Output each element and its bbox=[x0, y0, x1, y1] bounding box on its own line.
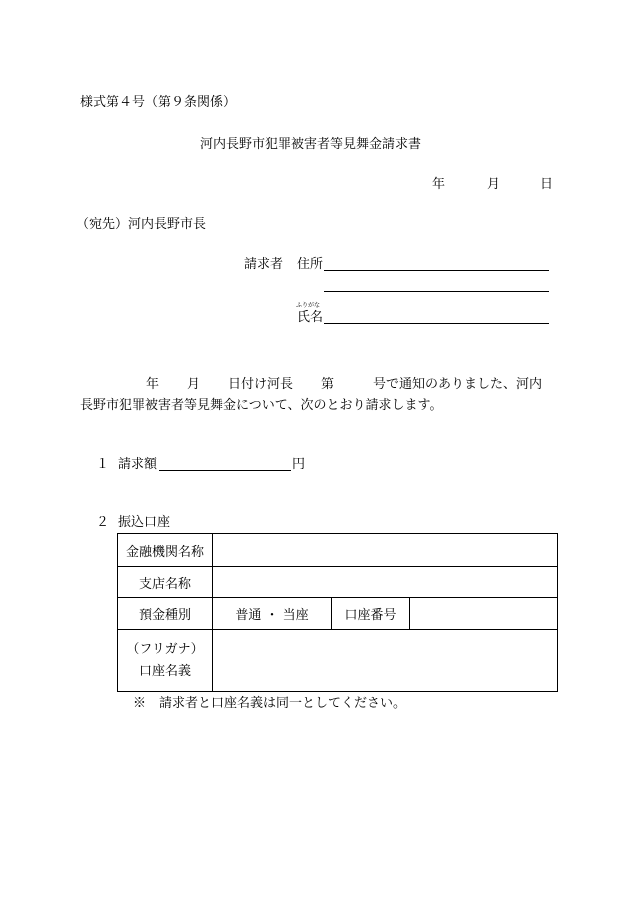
item2-label: 振込口座 bbox=[118, 515, 171, 530]
body-dai: 第 bbox=[321, 377, 335, 392]
account-holder-kana-label: （フリガナ） bbox=[126, 641, 204, 657]
body-line2: 長野市犯罪被害者等見舞金について、次のとおり請求します。 bbox=[80, 398, 443, 413]
body-year: 年 bbox=[146, 377, 160, 392]
body-line1-rest: 号で通知のありました、河内 bbox=[373, 377, 543, 392]
name-line[interactable] bbox=[324, 323, 549, 324]
deposit-type-options[interactable]: 普通 ・ 当座 bbox=[213, 598, 332, 630]
body-month: 月 bbox=[187, 377, 201, 392]
deposit-type-label: 預金種別 bbox=[118, 598, 213, 630]
address-line-1[interactable] bbox=[324, 270, 549, 271]
bank-name-field[interactable] bbox=[213, 534, 558, 567]
name-furigana: ふりがな bbox=[296, 302, 321, 309]
document-title: 河内長野市犯罪被害者等見舞金請求書 bbox=[200, 137, 422, 152]
table-row bbox=[118, 534, 558, 567]
date-year-label: 年 bbox=[432, 177, 446, 192]
claimant-label: 請求者 bbox=[244, 257, 284, 272]
branch-name-field[interactable] bbox=[213, 567, 558, 598]
account-holder-label-cell bbox=[118, 630, 213, 692]
bank-account-table bbox=[117, 533, 558, 692]
table-row bbox=[118, 567, 558, 598]
address-line-2[interactable] bbox=[324, 291, 549, 292]
date-day-label: 日 bbox=[540, 177, 554, 192]
branch-name-label: 支店名称 bbox=[118, 567, 213, 598]
account-holder-field[interactable] bbox=[213, 630, 558, 692]
form-number: 様式第４号（第９条関係） bbox=[80, 95, 237, 110]
item2-number: ２ bbox=[96, 515, 110, 530]
addressee: （宛先）河内長野市長 bbox=[76, 217, 207, 232]
note: ※ 請求者と口座名義は同一としてください。 bbox=[133, 696, 407, 711]
account-number-label: 口座番号 bbox=[332, 598, 410, 630]
bank-name-label: 金融機関名称 bbox=[118, 534, 213, 567]
table-row bbox=[118, 598, 558, 630]
account-number-field[interactable] bbox=[410, 598, 558, 630]
body-dated: 日付け河長 bbox=[228, 377, 294, 392]
item1-unit: 円 bbox=[292, 457, 306, 472]
address-label: 住所 bbox=[297, 257, 324, 272]
item1-label: 請求額 bbox=[118, 457, 158, 472]
name-label: 氏名 bbox=[297, 310, 324, 325]
item1-number: １ bbox=[96, 457, 110, 472]
account-holder-name-label: 口座名義 bbox=[138, 663, 191, 679]
claim-amount-line[interactable] bbox=[159, 470, 291, 471]
date-month-label: 月 bbox=[487, 177, 501, 192]
table-row bbox=[118, 630, 558, 692]
